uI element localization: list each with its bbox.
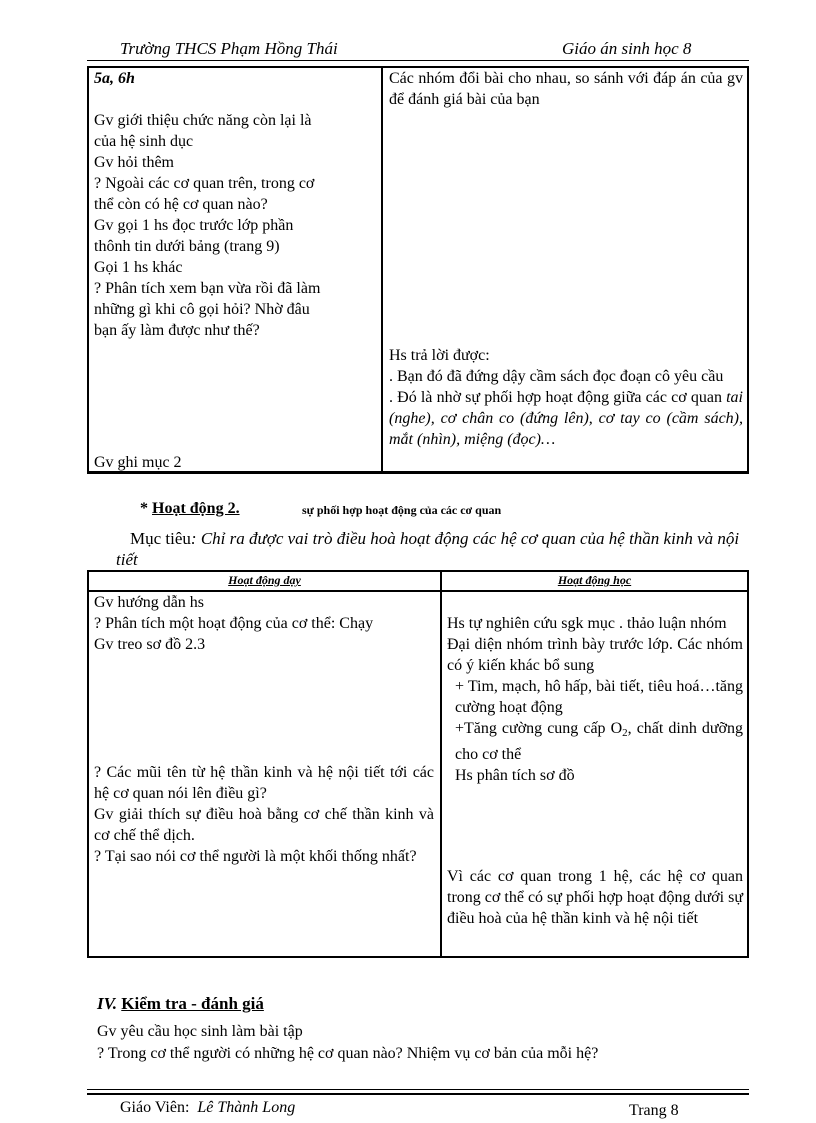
lesson-table-1-divider (381, 66, 383, 474)
table1-class-label: 5a, 6h (94, 70, 135, 87)
table1-left-line: của hệ sinh dục (94, 133, 194, 150)
footer-teacher (120, 1097, 295, 1118)
table1-left-line: những gì khi cô gọi hỏi? Nhờ đâu (94, 301, 310, 318)
table1-left-line: ? Ngoài các cơ quan trên, trong cơ (94, 175, 315, 192)
table2-right-para: +Tăng cường cung cấp O (455, 720, 623, 737)
table2-header-learning: Hoạt động học (557, 573, 632, 587)
footer-teacher-name: Lê Thành Long (197, 1099, 296, 1116)
table2-question: ? Tại sao nói cơ thể người là một khối thống nhất? (94, 848, 417, 865)
table1-left-line: Gv giới thiệu chức năng còn lại là (94, 112, 312, 129)
goal-label: Mục tiêu (130, 529, 191, 548)
table1-left-line: thônh tin dưới bảng (trang 9) (94, 238, 280, 255)
table1-left-line: ? Phân tích xem bạn vừa rồi đã làm (94, 280, 321, 297)
table2-teacher-column (94, 592, 434, 655)
table2-student-column (447, 592, 743, 786)
activity-2-subtitle: sự phối hợp hoạt động của các cơ quan (302, 503, 502, 517)
table2-header-teaching: Hoạt động dạy (228, 573, 301, 587)
table1-answer-point: . Bạn đó đã đứng dậy cầm sách đọc đoạn cô yêu cầu (389, 368, 724, 385)
table1-answer-point: . Đó là nhờ sự phối hợp hoạt động giữa các cơ quan (389, 389, 727, 406)
activity-2-title: Hoạt động 2. (152, 500, 240, 517)
table1-left-bottom: Gv ghi mục 2 (94, 454, 182, 471)
header-rule (87, 60, 749, 61)
footer-teacher-label: Giáo Viên: (120, 1099, 190, 1116)
footer-page-number: Trang 8 (629, 1102, 679, 1119)
activity-2-goal (116, 528, 746, 570)
table2-right-para: + Tim, mạch, hô hấp, bài tiết, tiêu hoá…tăng cường hoạt động (455, 678, 743, 716)
table1-student-top: Các nhóm đổi bài cho nhau, so sánh với đáp án của gv để đánh giá bài của bạn (389, 70, 743, 108)
section-4-line: Gv yêu cầu học sinh làm bài tập (97, 1023, 303, 1040)
section-4-line: ? Trong cơ thể người có những hệ cơ quan nào? Nhiệm vụ cơ bản của mỗi hệ? (97, 1045, 599, 1062)
section-4-heading (97, 993, 264, 1014)
table2-right-para: Hs phân tích sơ đồ (455, 767, 575, 784)
table2-teacher-questions (94, 762, 434, 867)
section-4-numeral: IV. (97, 994, 118, 1013)
table2-right-para: Đại diện nhóm trình bày trước lớp. Các nhóm có ý kiến khác bổ sung (447, 636, 743, 674)
table2-right-para: , chất dinh dưỡng cho cơ thể (455, 720, 743, 763)
footer-rule (87, 1089, 749, 1090)
section-4-body (97, 1021, 747, 1065)
table1-left-line: thể còn có hệ cơ quan nào? (94, 196, 268, 213)
subscript-2: 2 (622, 727, 628, 739)
table2-left-line: ? Phân tích một hoạt động của cơ thể: Chạy (94, 615, 374, 632)
header-subject: Giáo án sinh học 8 (562, 39, 692, 58)
table1-answer-point-italic: tai (nghe), cơ chân co (đứng lên), cơ tay co (cầm sách), mắt (nhìn), miệng (đọc)… (389, 389, 743, 448)
table2-right-para: Hs tự nghiên cứu sgk mục . thảo luận nhóm (447, 615, 727, 632)
table1-left-line: Gv gọi 1 hs đọc trước lớp phần (94, 217, 294, 234)
table1-answer-intro: Hs trả lời được: (389, 347, 490, 364)
table2-right-conclusion: Vì các cơ quan trong 1 hệ, các hệ cơ quan trong cơ thể có sự phối hợp hoạt động dưới sự điều hoà của hệ thần kinh và hệ nội tiết (447, 868, 743, 927)
footer-rule-thick (87, 1093, 749, 1095)
goal-text: : Chỉ ra được vai trò điều hoà hoạt động các hệ cơ quan của hệ thần kinh và nội tiết (116, 529, 740, 569)
section-4-title: Kiểm tra - đánh giá (121, 994, 264, 1013)
header-school: Trường THCS Phạm Hồng Thái (120, 39, 338, 58)
table2-left-line: Gv treo sơ đồ 2.3 (94, 636, 206, 653)
table2-left-line: Gv hướng dẫn hs (94, 594, 205, 611)
table1-left-line: Gv hỏi thêm (94, 154, 174, 171)
activity-2-heading (140, 498, 240, 519)
table1-student-answer (389, 345, 743, 450)
table1-left-line: bạn ấy làm được như thế? (94, 322, 260, 339)
activity-2-marker: * (140, 500, 148, 517)
table2-explanation: Gv giải thích sự điều hoà bằng cơ chế thần kinh và cơ chế thể dịch. (94, 806, 434, 844)
table1-left-line: Gọi 1 hs khác (94, 259, 183, 276)
lesson-table-2-divider (440, 570, 442, 958)
table2-question: ? Các mũi tên từ hệ thần kinh và hệ nội tiết tới các hệ cơ quan nói lên điều gì? (94, 764, 434, 802)
table1-teacher-column (94, 68, 376, 341)
lesson-table-1-bottom-rule (87, 471, 749, 472)
